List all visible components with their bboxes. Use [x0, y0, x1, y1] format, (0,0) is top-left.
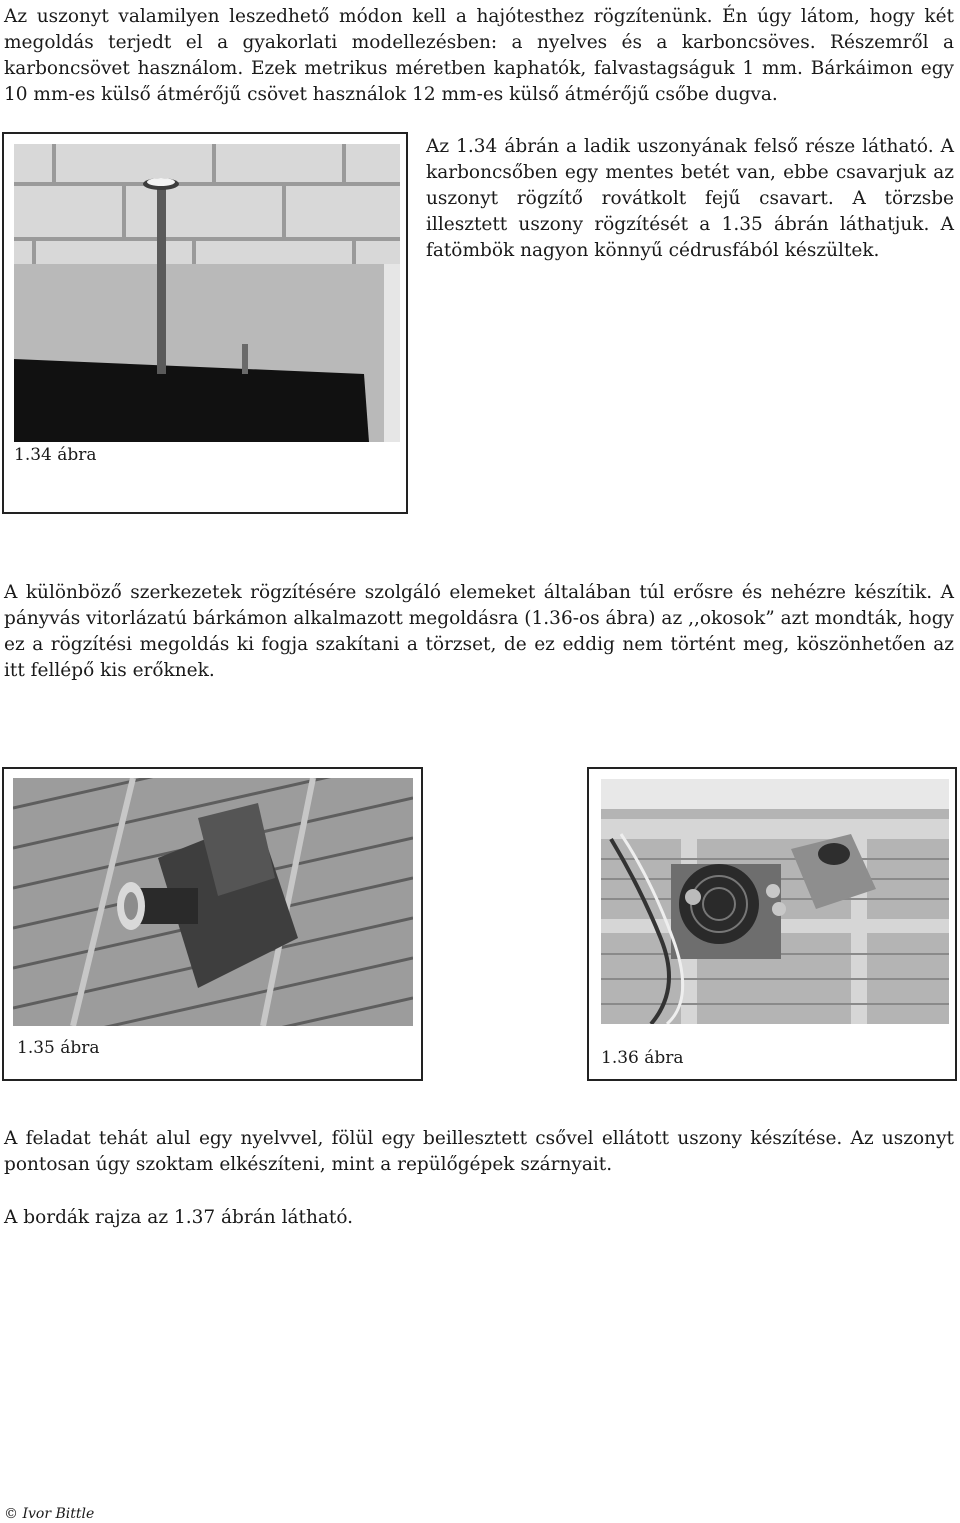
figure-1-36-caption: 1.36 ábra [601, 1048, 684, 1068]
figure-1-35-photo [13, 778, 413, 1026]
footer-copyright: © Ivor Bittle [4, 1506, 95, 1522]
fin-top-photo-icon [14, 144, 400, 442]
paragraph-intro: Az uszonyt valamilyen leszedhető módon kell a hajótesthez rögzítenünk. Én úgy látom, hogy két megoldás terjedt el a gyakorlati modellezésben: a nyelves és a karboncsöves. Részemről a karboncsövet használom. Ezek metrikus méretben kaphatók, falvastagságuk 1 mm. Bárkáimon egy 10 mm-es külső átmérőjű csövet használok 12 mm-es külső átmérőjű csőbe dugva. [4, 6, 954, 105]
figure-1-35-caption: 1.35 ábra [17, 1038, 100, 1058]
figure-1-36-photo [601, 779, 949, 1024]
hull-mount-photo-icon [13, 778, 413, 1026]
paragraph-ribs-reference: A bordák rajza az 1.37 ábrán látható. [4, 1207, 354, 1228]
paragraph-task: A feladat tehát alul egy nyelvvel, fölül egy beillesztett csővel ellátott uszony készítése. Az uszonyt pontosan úgy szoktam elkészíteni, mint a repülőgépek szárnyait. [4, 1128, 954, 1175]
figure-1-34-caption: 1.34 ábra [14, 445, 97, 465]
keel-mount-photo-icon [601, 779, 949, 1024]
paragraph-figure-description: Az 1.34 ábrán a ladik uszonyának felső része látható. A karboncsőben egy mentes betét van, ebbe csavarjuk az uszonyt rögzítő rovátkolt fejű csavart. A törzsbe illesztett uszony rögzítését a 1.35 ábrán láthatjuk. A fatömbök nagyon könnyű cédrusfából készültek. [426, 136, 954, 261]
figure-1-35-frame [2, 767, 423, 1081]
paragraph-fastening: A különböző szerkezetek rögzítésére szolgáló elemeket általában túl erősre és nehézre készítik. A pányvás vitorlázatú bárkámon alkalmazott megoldásra (1.36-os ábra) az ,,okosok” azt mondták, hogy ez a rögzítési megoldás ki fogja szakítani a törzset, de ez eddig nem történt meg, köszönhetően az itt fellépő kis erőknek. [4, 582, 954, 681]
figure-1-34-photo [14, 144, 400, 442]
figure-1-36-frame [587, 767, 957, 1081]
figure-1-34-frame [2, 132, 408, 514]
